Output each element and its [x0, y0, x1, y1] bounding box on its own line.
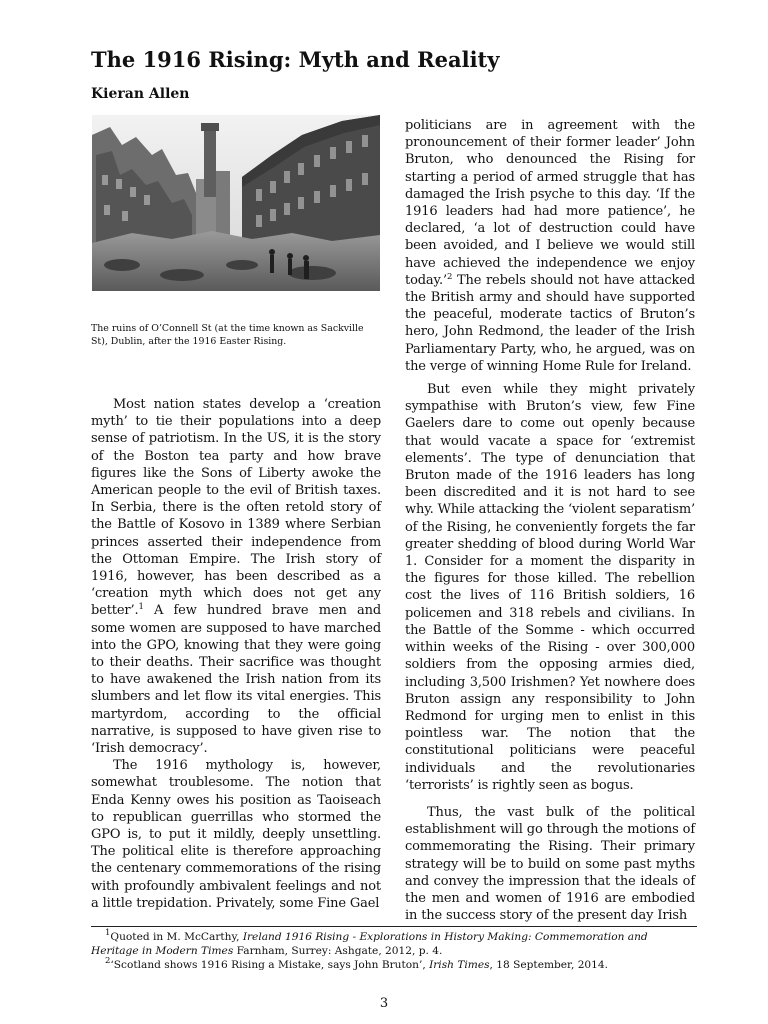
paragraph-text: Most nation states develop a ‘creation myth’ to tie their populations into a deep sense of patriotism. In the US, it is the story of the Boston tea party and how brave figures like the Sons of Liberty awoke the American people to the evil of British taxes. In Serbia, there is the often retold story of the Battle of Kosovo in 1389 where Serbian princes asserted their independence from the Ottoman Empire. The Irish story of 1916, however, has been described as a ‘creation myth which does not get any better’. — [91, 397, 381, 619]
footnote-ref[interactable]: 1 — [138, 602, 144, 613]
footnote-ref[interactable]: 2 — [446, 271, 453, 282]
footnotes — [91, 926, 697, 972]
footnote-mark: 2 — [105, 956, 111, 966]
paragraph-text: A few hundred brave men and some women are supposed to have marched into the GPO, knowing that they were going to their deaths. Their sacrifice was thought to have awakened the Irish nation from its slumbers and let flow its vital energies. This martyrdom, according to the official narrative, is supposed to have given rise to ‘Irish democracy’. — [91, 603, 381, 757]
paragraph — [91, 757, 381, 912]
paragraph — [91, 396, 381, 757]
paragraph — [405, 804, 695, 924]
right-column — [405, 117, 695, 924]
paragraph — [405, 117, 695, 375]
paragraph-text: politicians are in agreement with the pronouncement of their former leader’ John Bruton, who denounced the Rising for starting a period of armed struggle that has damaged the Irish psyche to this day. ‘If the 1916 leaders had had more patience’, he declared, ‘a lot of destruction could have been avoided, and I believe we would still have achieved the independence we enjoy today.’ — [405, 118, 695, 288]
page-number: 3 — [379, 996, 389, 1011]
paragraph-text: But even while they might privately sympathise with Bruton’s view, few Fine Gaelers dare to come out openly because that would vacate a space for ‘extremist elements’. The type of denunciation that Bruton made of the 1916 leaders has long been discredited and it is not hard to see why. While attacking the ‘violent separatism’ of the Rising, he conveniently forgets the far greater shedding of blood during World War 1. Consider for a moment the disparity in the figures for those killed. The rebellion cost the lives of 116 British soldiers, 16 policemen and 318 rebels and civilians. In the Battle of the Somme - which occurred within weeks of the Rising - over 300,000 soldiers from the opposing armies died, including 3,500 Irishmen? Yet nowhere does Bruton assign any responsibility to John Redmond for urging men to enlist in this pointless war. The notion that the constitutional politicians were peaceful individuals and the revolutionaries ‘terrorists’ is rightly seen as bogus. — [405, 382, 695, 793]
paragraph-text: Thus, the vast bulk of the political establishment will go through the motions of commemorating the Rising. Their primary strategy will be to build on some past myths and convey the impression that the ideals of the men and women of 1916 are embodied in the success story of the present day Irish — [405, 804, 695, 924]
footnote-mark: 1 — [105, 928, 111, 938]
ruins-photo — [92, 115, 380, 291]
paragraph-text: The rebels should not have attacked the British army and should have supported the peaceful, moderate tactics of Bruton’s hero, John Redmond, the leader of the Irish Parliamentary Party, who, he argued, was on the verge of winning Home Rule for Ireland. — [405, 272, 695, 374]
paragraph — [405, 381, 695, 794]
page-title: The 1916 Rising: Myth and Reality — [91, 47, 500, 72]
left-column — [91, 396, 381, 912]
author-name: Kieran Allen — [91, 86, 190, 102]
footnote: $^2$‘Scotland shows 1916 Rising a Mistake, says John Bruton’, Irish Times, 18 September, 2014. — [105, 956, 609, 971]
paragraph-text: The 1916 mythology is, however, somewhat troublesome. The notion that Enda Kenny owes his position as Taoiseach to republican guerrillas who stormed the GPO is, to put it mildly, deeply unsettling. The political elite is therefore approaching the centenary commemorations of the rising with profoundly ambivalent feelings and not a little trepidation. Privately, some Fine Gael — [91, 758, 381, 911]
figure-caption: The ruins of O’Connell St (at the time known as Sackville St), Dublin, after the 1916 Easter Rising. — [91, 323, 364, 347]
footnote: $^1$Quoted in M. McCarthy, Ireland 1916 Rising - Explorations in History Making: Commemoration and Heritage in Modern Times Farnham, Surrey: Ashgate, 2012, p. 4. — [91, 928, 648, 957]
